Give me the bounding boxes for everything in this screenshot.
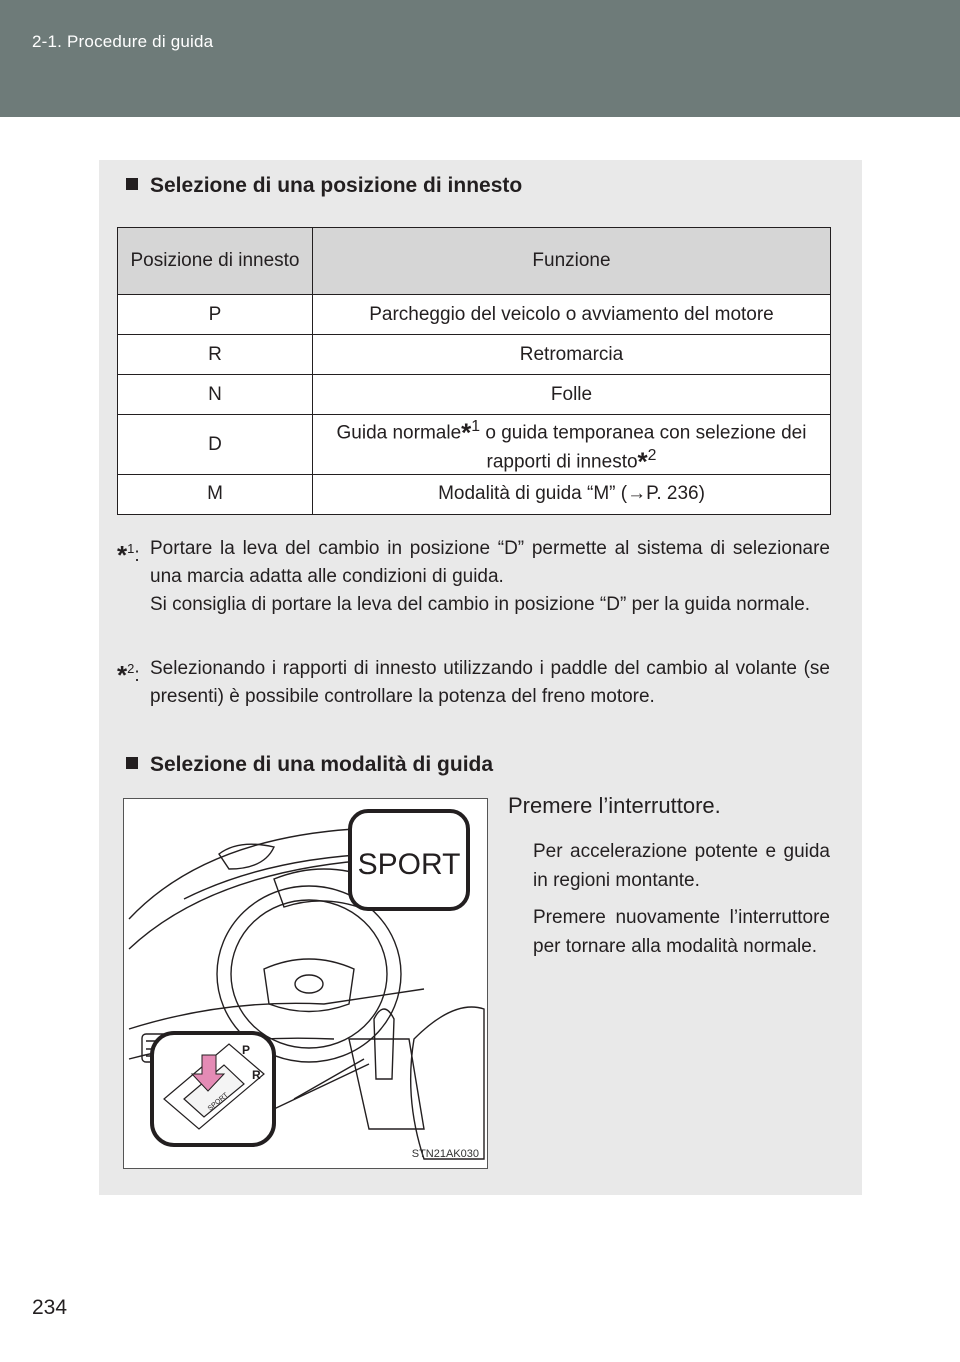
figure-code: STN21AK030	[411, 1148, 479, 1160]
cell-function	[313, 474, 831, 514]
column-header-position: Posizione di innesto	[118, 228, 313, 295]
cell-function: Parcheggio del veicolo o avviamento del motore	[313, 295, 831, 335]
square-bullet-icon	[126, 178, 138, 190]
page-header	[0, 0, 960, 117]
gear-selection-heading-text: Selezione di una posizione di innesto	[150, 174, 523, 197]
car-interior-drawing	[124, 799, 487, 1168]
gear-position-table	[117, 227, 831, 515]
footnote-body	[117, 535, 830, 619]
square-bullet-icon	[126, 757, 138, 769]
function-text-part2: o guida temporanea con selezione dei rapporti di innesto	[480, 422, 807, 473]
footnote-marker: *$^1$:	[117, 540, 140, 570]
cell-position: R	[118, 335, 313, 375]
footnote-paragraph: Selezionando i rapporti di innesto utilizzando i paddle del cambio al volante (se presenti) è possibile controllare la potenza del freno motore.	[150, 658, 830, 707]
page-number: 234	[32, 1296, 68, 1319]
table-row	[118, 295, 831, 335]
instruction-title: Premere l’interruttore.	[508, 793, 721, 818]
section-breadcrumb: 2-1. Procedure di guida	[32, 32, 214, 51]
footnote-body	[117, 655, 830, 711]
cell-position: N	[118, 375, 313, 415]
function-suffix: P. 236)	[646, 483, 705, 505]
table-row	[118, 335, 831, 375]
table-header-row	[118, 228, 831, 295]
instruction-text: Premere nuovamente l’interruttore per tornare alla modalità normale.	[533, 907, 830, 957]
table-row	[118, 375, 831, 415]
footnote-ref-1: 1	[471, 418, 481, 435]
drive-mode-heading	[126, 753, 493, 777]
footnote-asterisk: *	[637, 446, 648, 477]
sport-switch-illustration	[123, 798, 488, 1169]
cell-function	[313, 415, 831, 475]
table-row	[118, 415, 831, 475]
arrow-icon: →	[627, 483, 647, 505]
cell-position: P	[118, 295, 313, 335]
sport-callout-label: SPORT	[357, 848, 461, 881]
column-header-function: Funzione	[313, 228, 831, 295]
gate-r-label: R	[252, 1068, 261, 1082]
footnote-paragraph: Portare la leva del cambio in posizione “D” permette al sistema di selezionare una marcia adatta alle condizioni di guida.	[150, 538, 830, 587]
footnote-paragraph: Si consiglia di portare la leva del cambio in posizione “D” per la guida normale.	[150, 594, 811, 615]
gate-p-label: P	[242, 1043, 251, 1057]
function-prefix: Modalità di guida “M” (	[438, 483, 628, 505]
footnote-2	[117, 655, 830, 711]
footnote-asterisk: *	[461, 417, 472, 448]
cell-function: Retromarcia	[313, 335, 831, 375]
drive-mode-heading-text: Selezione di una modalità di guida	[150, 753, 494, 776]
instruction-text: Per accelerazione potente e guida in regioni montante.	[533, 841, 830, 891]
footnote-marker: *$^2$:	[117, 660, 140, 690]
footnote-1	[117, 535, 830, 619]
function-text-part1: Guida normale	[336, 422, 462, 444]
cell-position: M	[118, 474, 313, 514]
sport-switch-label: SPORT	[206, 1091, 230, 1113]
gear-selection-heading	[126, 174, 522, 198]
cell-position: D	[118, 415, 313, 475]
footnote-ref-2: 2	[647, 447, 657, 465]
cell-function: Folle	[313, 375, 831, 415]
table-row	[118, 474, 831, 514]
